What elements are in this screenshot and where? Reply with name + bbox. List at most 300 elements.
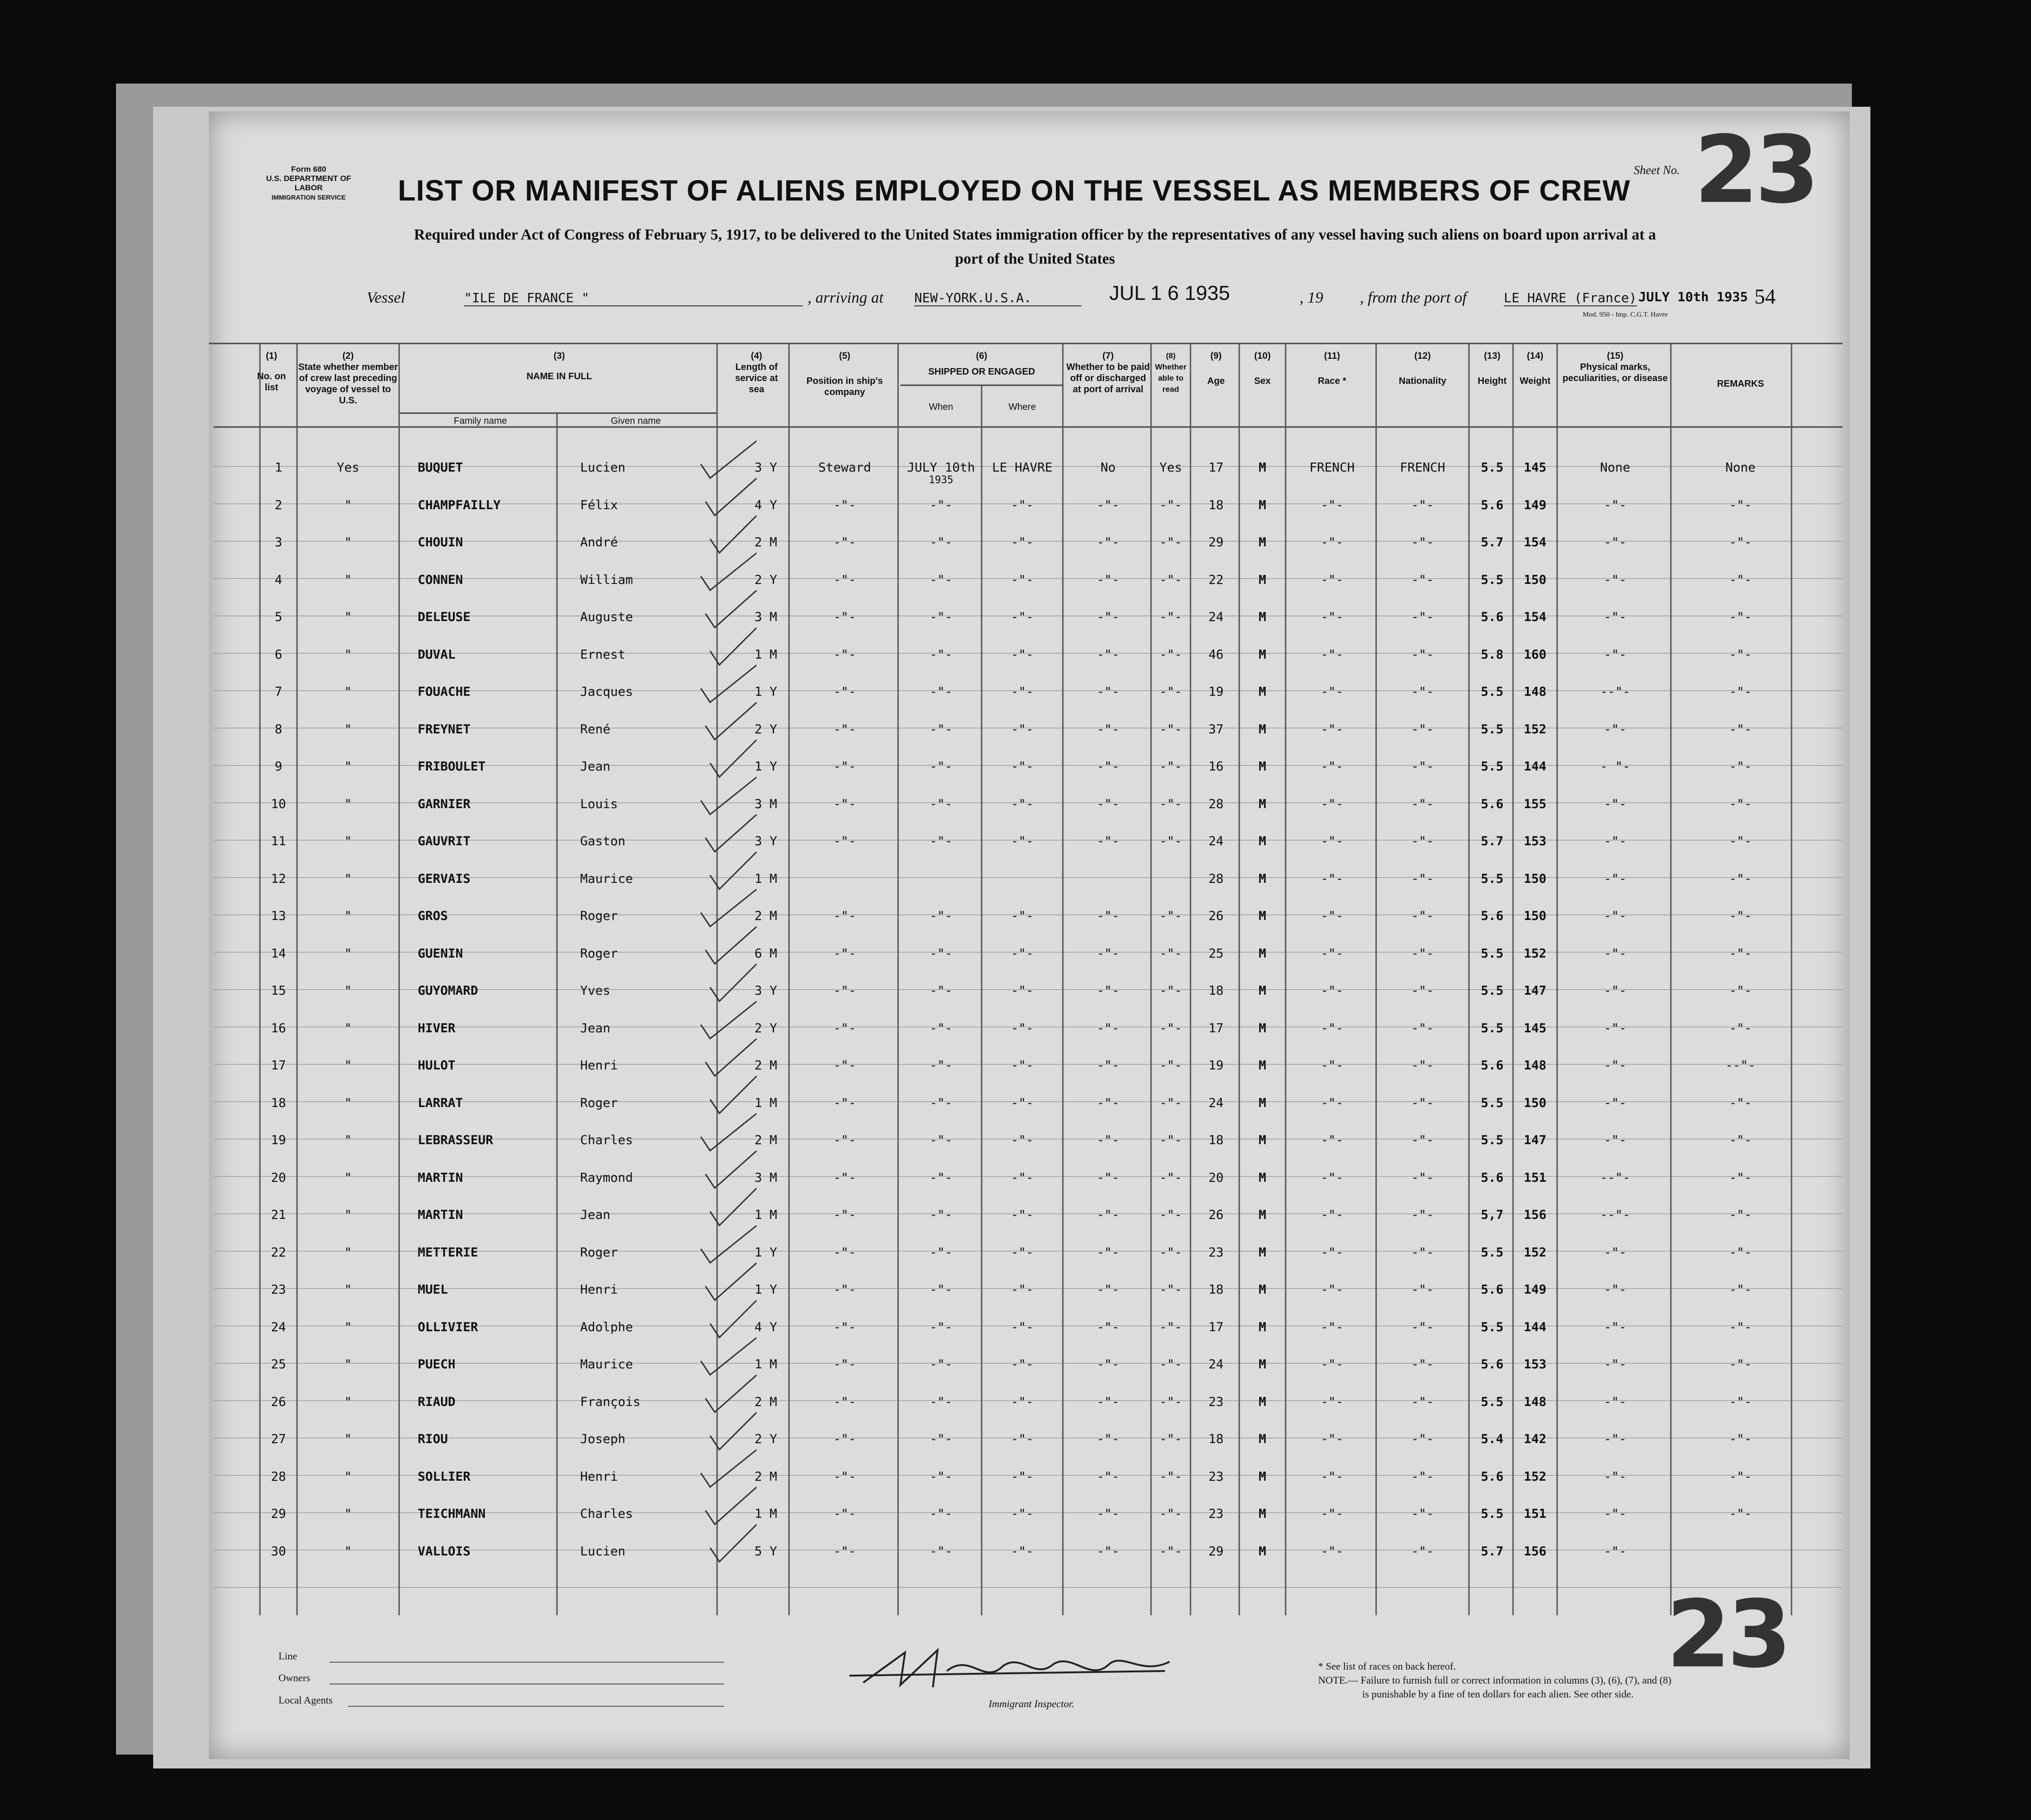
cell-read: -"- bbox=[1159, 1133, 1182, 1147]
cell-position: -"- bbox=[833, 1208, 856, 1222]
cell-marks: -"- bbox=[1604, 1058, 1627, 1073]
cell-age: 17 bbox=[1208, 460, 1224, 475]
col-label: State whether member of crew last preceding voyage of vessel to U.S. bbox=[298, 362, 398, 406]
cell-race: -"- bbox=[1320, 946, 1344, 961]
cell-no: 7 bbox=[274, 685, 283, 699]
cell-weight: 160 bbox=[1524, 647, 1546, 662]
cell-no: 28 bbox=[271, 1469, 286, 1484]
cell-read: -"- bbox=[1159, 984, 1182, 998]
cell-when: -"- bbox=[930, 1245, 952, 1260]
cell-marks: -"- bbox=[1604, 1095, 1627, 1110]
cell-family: MARTIN bbox=[418, 1208, 463, 1222]
cell-prev: " bbox=[344, 1133, 352, 1147]
cell-where: -"- bbox=[1011, 1544, 1034, 1559]
cell-race: -"- bbox=[1320, 834, 1344, 848]
cell-position: Steward bbox=[818, 460, 871, 475]
cell-remarks: -"- bbox=[1729, 1357, 1752, 1372]
cell-race: -"- bbox=[1320, 1469, 1344, 1484]
cell-age: 18 bbox=[1208, 1133, 1224, 1147]
cell-age: 17 bbox=[1208, 1021, 1224, 1036]
col-label: Height bbox=[1477, 376, 1507, 386]
cell-service: 2 M bbox=[754, 1394, 777, 1409]
cell-when: -"- bbox=[930, 572, 952, 587]
cell-when: -"- bbox=[930, 834, 952, 848]
cell-race: -"- bbox=[1320, 535, 1344, 550]
cell-service: 3 Y bbox=[754, 984, 777, 998]
cell-marks: -"- bbox=[1604, 834, 1627, 848]
cell-read: -"- bbox=[1159, 759, 1182, 774]
col-header-height bbox=[1471, 350, 1513, 387]
cell-family: HIVER bbox=[418, 1021, 456, 1036]
cell-when: -"- bbox=[930, 1394, 952, 1409]
cell-given: Lucien bbox=[580, 460, 626, 475]
cell-where: -"- bbox=[1011, 685, 1034, 699]
col-number: (2) bbox=[342, 351, 354, 361]
cell-given: François bbox=[580, 1394, 641, 1409]
cell-family: CHOUIN bbox=[418, 535, 463, 550]
manifest-page bbox=[209, 111, 1850, 1759]
cell-sex: M bbox=[1258, 1320, 1267, 1334]
cell-remarks: -"- bbox=[1729, 535, 1752, 550]
cell-family: VALLOIS bbox=[418, 1544, 471, 1559]
cell-paid: -"- bbox=[1097, 984, 1119, 998]
cell-where: -"- bbox=[1011, 1095, 1034, 1110]
cell-where: -"- bbox=[1011, 1394, 1034, 1409]
cell-race: -"- bbox=[1320, 984, 1344, 998]
cell-when: -"- bbox=[930, 1544, 952, 1559]
cell-marks: -"- bbox=[1604, 1469, 1627, 1484]
cell-service: 4 Y bbox=[754, 1320, 777, 1334]
cell-read: -"- bbox=[1159, 1245, 1182, 1260]
cell-age: 28 bbox=[1208, 797, 1224, 811]
cell-paid: -"- bbox=[1097, 1507, 1119, 1521]
cell-nat: -"- bbox=[1411, 1133, 1434, 1147]
cell-marks: -"- bbox=[1604, 1245, 1627, 1260]
subtitle-line-1: Required under Act of Congress of February 5, 1917, to be delivered to the United States immigration officer by the representatives of any vessel having such aliens on board upon arrival at a bbox=[414, 227, 1656, 243]
cell-nat: -"- bbox=[1411, 1095, 1434, 1110]
cell-position: -"- bbox=[833, 1170, 856, 1185]
cell-prev: " bbox=[344, 1357, 352, 1372]
col-number: (12) bbox=[1414, 351, 1431, 361]
cell-prev: " bbox=[344, 610, 352, 624]
cell-age: 26 bbox=[1208, 1208, 1224, 1222]
cell-given: Auguste bbox=[580, 610, 633, 624]
cell-where: -"- bbox=[1011, 1208, 1034, 1222]
cell-where: -"- bbox=[1011, 647, 1034, 662]
cell-race: -"- bbox=[1320, 1021, 1344, 1036]
cell-age: 23 bbox=[1208, 1507, 1224, 1521]
cell-remarks: None bbox=[1725, 460, 1756, 475]
cell-family: RIOU bbox=[418, 1432, 448, 1446]
cell-remarks: -"- bbox=[1729, 722, 1752, 737]
cell-no: 12 bbox=[271, 871, 286, 886]
cell-paid: -"- bbox=[1097, 498, 1119, 512]
cell-nat: -"- bbox=[1411, 1021, 1434, 1036]
cell-family: MARTIN bbox=[418, 1170, 463, 1185]
cell-paid: -"- bbox=[1097, 647, 1119, 662]
cell-marks: -"- bbox=[1604, 572, 1627, 587]
cell-weight: 145 bbox=[1524, 460, 1546, 475]
cell-weight: 147 bbox=[1524, 1133, 1546, 1147]
cell-where: -"- bbox=[1011, 535, 1034, 550]
cell-family: SOLLIER bbox=[418, 1469, 471, 1484]
cell-race: -"- bbox=[1320, 797, 1344, 811]
cell-position: -"- bbox=[833, 722, 856, 737]
col-header-read bbox=[1151, 350, 1190, 395]
cell-race: -"- bbox=[1320, 871, 1344, 886]
cell-marks: --"- bbox=[1600, 685, 1630, 699]
cell-paid: -"- bbox=[1097, 797, 1119, 811]
cell-nat: -"- bbox=[1411, 1544, 1434, 1559]
cell-family: TEICHMANN bbox=[418, 1507, 486, 1521]
cell-nat: -"- bbox=[1411, 1058, 1434, 1073]
cell-race: -"- bbox=[1320, 1133, 1344, 1147]
cell-where: -"- bbox=[1011, 1170, 1034, 1185]
cell-marks: -"- bbox=[1604, 647, 1627, 662]
cell-paid: -"- bbox=[1097, 1133, 1119, 1147]
cell-read: -"- bbox=[1159, 1021, 1182, 1036]
cell-family: GAUVRIT bbox=[418, 834, 471, 848]
col-label: Length of service at sea bbox=[735, 362, 778, 395]
cell-position: -"- bbox=[833, 572, 856, 587]
cell-age: 23 bbox=[1208, 1245, 1224, 1260]
cell-height: 5.6 bbox=[1481, 909, 1504, 923]
cell-service: 2 Y bbox=[754, 722, 777, 737]
cell-paid: -"- bbox=[1097, 1021, 1119, 1036]
cell-read: -"- bbox=[1159, 1208, 1182, 1222]
cell-where: -"- bbox=[1011, 797, 1034, 811]
cell-height: 5.6 bbox=[1481, 1170, 1504, 1185]
cell-when: -"- bbox=[930, 610, 952, 624]
cell-marks: -"- bbox=[1604, 909, 1627, 923]
cell-height: 5.5 bbox=[1481, 722, 1504, 737]
cell-sex: M bbox=[1258, 1282, 1267, 1297]
cell-service: 1 M bbox=[754, 1208, 777, 1222]
cell-height: 5.6 bbox=[1481, 498, 1504, 512]
col-label: Weight bbox=[1520, 376, 1551, 386]
cell-height: 5.7 bbox=[1481, 1544, 1504, 1559]
agents-label: Local Agents bbox=[278, 1694, 333, 1706]
cell-family: FREYNET bbox=[418, 722, 471, 737]
col-label: Sex bbox=[1254, 376, 1271, 386]
col-label: SHIPPED OR ENGAGED bbox=[928, 367, 1035, 377]
cell-no: 21 bbox=[271, 1208, 286, 1222]
cell-sex: M bbox=[1258, 1021, 1267, 1036]
cell-sex: M bbox=[1258, 1170, 1267, 1185]
cell-service: 1 M bbox=[754, 1507, 777, 1521]
cell-marks: -"- bbox=[1604, 1133, 1627, 1147]
cell-family: CHAMPFAILLY bbox=[418, 498, 501, 512]
cell-read: -"- bbox=[1159, 1544, 1182, 1559]
cell-weight: 154 bbox=[1524, 610, 1546, 624]
cell-weight: 150 bbox=[1524, 909, 1546, 923]
cell-service: 2 Y bbox=[754, 1432, 777, 1446]
vessel-info bbox=[367, 282, 1805, 309]
cell-nat: -"- bbox=[1411, 909, 1434, 923]
cell-where: -"- bbox=[1011, 1357, 1034, 1372]
cell-family: LARRAT bbox=[418, 1095, 463, 1110]
cell-marks: -"- bbox=[1604, 1544, 1627, 1559]
cell-race: -"- bbox=[1320, 572, 1344, 587]
cell-remarks: -"- bbox=[1729, 871, 1752, 886]
cell-when: -"- bbox=[930, 1320, 952, 1334]
cell-marks: -"- bbox=[1604, 1021, 1627, 1036]
cell-given: Jean bbox=[580, 1208, 611, 1222]
cell-height: 5.6 bbox=[1481, 1469, 1504, 1484]
cell-race: -"- bbox=[1320, 759, 1344, 774]
cell-remarks: -"- bbox=[1729, 572, 1752, 587]
cell-read: -"- bbox=[1159, 909, 1182, 923]
cell-race: -"- bbox=[1320, 1432, 1344, 1446]
cell-paid: -"- bbox=[1097, 610, 1119, 624]
cell-remarks: -"- bbox=[1729, 1133, 1752, 1147]
cell-remarks: -"- bbox=[1729, 1507, 1752, 1521]
cell-service: 2 M bbox=[754, 1469, 777, 1484]
cell-service: 2 Y bbox=[754, 572, 777, 587]
cell-sex: M bbox=[1258, 1432, 1267, 1446]
cell-height: 5.5 bbox=[1481, 1320, 1504, 1334]
cell-where: -"- bbox=[1011, 498, 1034, 512]
footnote-note: NOTE.— Failure to furnish full or correct information in columns (3), (6), (7), and (8) bbox=[1318, 1674, 1672, 1686]
cell-height: 5.5 bbox=[1481, 1133, 1504, 1147]
cell-prev: " bbox=[344, 1432, 352, 1446]
cell-weight: 147 bbox=[1524, 984, 1546, 998]
cell-race: -"- bbox=[1320, 647, 1344, 662]
cell-age: 18 bbox=[1208, 984, 1224, 998]
cell-sex: M bbox=[1258, 1133, 1267, 1147]
cell-sex: M bbox=[1258, 1058, 1267, 1073]
cell-weight: 142 bbox=[1524, 1432, 1546, 1446]
cell-sex: M bbox=[1258, 1208, 1267, 1222]
cell-paid: -"- bbox=[1097, 572, 1119, 587]
cell-family: MUEL bbox=[418, 1282, 448, 1297]
cell-nat: -"- bbox=[1411, 1245, 1434, 1260]
cell-service: 1 M bbox=[754, 871, 777, 886]
cell-position: -"- bbox=[833, 1095, 856, 1110]
cell-where: -"- bbox=[1011, 1282, 1034, 1297]
cell-remarks: -"- bbox=[1729, 797, 1752, 811]
cell-sex: M bbox=[1258, 759, 1267, 774]
cell-given: Roger bbox=[580, 1245, 618, 1260]
department: U.S. DEPARTMENT OF LABOR bbox=[266, 174, 351, 192]
col-header-nationality bbox=[1376, 350, 1469, 387]
cell-position: -"- bbox=[833, 498, 856, 512]
cell-weight: 144 bbox=[1524, 1320, 1546, 1334]
cell-nat: -"- bbox=[1411, 1170, 1434, 1185]
cell-prev: " bbox=[344, 1394, 352, 1409]
col-label: NAME IN FULL bbox=[526, 371, 592, 382]
form-number: Form 680 bbox=[291, 165, 326, 174]
cell-age: 18 bbox=[1208, 498, 1224, 512]
col-number: (14) bbox=[1526, 351, 1544, 361]
cell-marks: -"- bbox=[1604, 1282, 1627, 1297]
cell-paid: -"- bbox=[1097, 1357, 1119, 1372]
cell-race: -"- bbox=[1320, 1544, 1344, 1559]
cell-no: 2 bbox=[274, 498, 283, 512]
cell-no: 6 bbox=[274, 647, 283, 662]
cell-no: 19 bbox=[271, 1133, 286, 1147]
cell-age: 18 bbox=[1208, 1282, 1224, 1297]
cell-race: -"- bbox=[1320, 610, 1344, 624]
cell-remarks: -"- bbox=[1729, 1469, 1752, 1484]
cell-given: Yves bbox=[580, 984, 611, 998]
cell-when: -"- bbox=[930, 797, 952, 811]
cell-age: 46 bbox=[1208, 647, 1224, 662]
cell-given: Henri bbox=[580, 1469, 618, 1484]
cell-sex: M bbox=[1258, 572, 1267, 587]
cell-age: 24 bbox=[1208, 1357, 1224, 1372]
col-label: Whether to be paid off or discharged at port of arrival bbox=[1066, 362, 1150, 395]
col-number: (5) bbox=[839, 351, 851, 361]
cell-position: -"- bbox=[833, 909, 856, 923]
col-header-given-name: Given name bbox=[611, 416, 661, 426]
footnote-races: * See list of races on back hereof. bbox=[1318, 1660, 1456, 1672]
cell-sex: M bbox=[1258, 1095, 1267, 1110]
cell-given: Henri bbox=[580, 1058, 618, 1073]
col-header-paid-off bbox=[1065, 350, 1151, 395]
cell-marks: -"- bbox=[1604, 871, 1627, 886]
sheet-label: Sheet No. bbox=[1634, 163, 1680, 177]
cell-position: -"- bbox=[833, 1282, 856, 1297]
cell-no: 23 bbox=[271, 1282, 286, 1297]
cell-nat: -"- bbox=[1411, 572, 1434, 587]
cell-position: -"- bbox=[833, 685, 856, 699]
cell-sex: M bbox=[1258, 984, 1267, 998]
cell-height: 5.5 bbox=[1481, 685, 1504, 699]
cell-paid: -"- bbox=[1097, 759, 1119, 774]
cell-given: Roger bbox=[580, 1095, 618, 1110]
cell-weight: 150 bbox=[1524, 1095, 1546, 1110]
cell-position: -"- bbox=[833, 610, 856, 624]
col-number: (8) bbox=[1166, 351, 1176, 360]
cell-service: 1 M bbox=[754, 1095, 777, 1110]
cell-given: Henri bbox=[580, 1282, 618, 1297]
cell-family: LEBRASSEUR bbox=[418, 1133, 493, 1147]
cell-given: Jacques bbox=[580, 685, 633, 699]
cell-read: -"- bbox=[1159, 498, 1182, 512]
cell-service: 1 Y bbox=[754, 1245, 777, 1260]
cell-when: -"- bbox=[930, 1507, 952, 1521]
cell-sex: M bbox=[1258, 909, 1267, 923]
cell-prev: " bbox=[344, 572, 352, 587]
cell-marks: - "- bbox=[1600, 759, 1630, 774]
cell-service: 3 Y bbox=[754, 834, 777, 848]
cell-nat: -"- bbox=[1411, 685, 1434, 699]
cell-position: -"- bbox=[833, 1058, 856, 1073]
col-label: Physical marks, peculiarities, or disease bbox=[1562, 362, 1668, 383]
cell-service: 2 M bbox=[754, 1058, 777, 1073]
cell-weight: 148 bbox=[1524, 1058, 1546, 1073]
cell-paid: -"- bbox=[1097, 1469, 1119, 1484]
cell-given: Lucien bbox=[580, 1544, 626, 1559]
cell-paid: -"- bbox=[1097, 834, 1119, 848]
cell-read: -"- bbox=[1159, 1507, 1182, 1521]
subtitle-line-2: port of the United States bbox=[955, 251, 1115, 267]
cell-when: -"- bbox=[930, 722, 952, 737]
cell-remarks: -"- bbox=[1729, 647, 1752, 662]
cell-no: 5 bbox=[274, 610, 283, 624]
cell-remarks: -"- bbox=[1729, 984, 1752, 998]
cell-family: CONNEN bbox=[418, 572, 463, 587]
cell-family: GERVAIS bbox=[418, 871, 471, 886]
cell-sex: M bbox=[1258, 871, 1267, 886]
service: IMMIGRATION SERVICE bbox=[272, 194, 346, 201]
col-header-where: Where bbox=[1009, 402, 1036, 412]
vessel-name: "ILE DE FRANCE " bbox=[464, 290, 803, 306]
cell-no: 4 bbox=[274, 572, 283, 587]
cell-read: -"- bbox=[1159, 1282, 1182, 1297]
cell-paid: -"- bbox=[1097, 535, 1119, 550]
cell-service: 3 Y bbox=[754, 460, 777, 475]
cell-sex: M bbox=[1258, 535, 1267, 550]
cell-remarks: -"- bbox=[1729, 759, 1752, 774]
cell-position: -"- bbox=[833, 1245, 856, 1260]
cell-where: -"- bbox=[1011, 834, 1034, 848]
cell-remarks: -"- bbox=[1729, 909, 1752, 923]
cell-given: Louis bbox=[580, 797, 618, 811]
cell-family: RIAUD bbox=[418, 1394, 456, 1409]
cell-position: -"- bbox=[833, 1544, 856, 1559]
cell-position: -"- bbox=[833, 1021, 856, 1036]
cell-no: 16 bbox=[271, 1021, 286, 1036]
cell-family: METTERIE bbox=[418, 1245, 479, 1260]
cell-height: 5.5 bbox=[1481, 1095, 1504, 1110]
cell-prev: " bbox=[344, 871, 352, 886]
col-header-race bbox=[1288, 350, 1376, 387]
cell-race: -"- bbox=[1320, 1170, 1344, 1185]
cell-position: -"- bbox=[833, 647, 856, 662]
arriving-port: NEW-YORK.U.S.A. bbox=[914, 290, 1081, 306]
cell-height: 5.5 bbox=[1481, 984, 1504, 998]
cell-sex: M bbox=[1258, 1394, 1267, 1409]
cell-family: FOUACHE bbox=[418, 685, 471, 699]
cell-where: -"- bbox=[1011, 1320, 1034, 1334]
col-number: (3) bbox=[553, 351, 565, 361]
cell-no: 22 bbox=[271, 1245, 286, 1260]
cell-given: Adolphe bbox=[580, 1320, 633, 1334]
cell-race: FRENCH bbox=[1309, 460, 1355, 475]
cell-paid: -"- bbox=[1097, 722, 1119, 737]
cell-no: 15 bbox=[271, 984, 286, 998]
cell-sex: M bbox=[1258, 946, 1267, 961]
cell-where: -"- bbox=[1011, 984, 1034, 998]
cell-sex: M bbox=[1258, 1507, 1267, 1521]
cell-position: -"- bbox=[833, 797, 856, 811]
cell-position: -"- bbox=[833, 1357, 856, 1372]
cell-weight: 144 bbox=[1524, 759, 1546, 774]
cell-no: 10 bbox=[271, 797, 286, 811]
cell-remarks: -"- bbox=[1729, 610, 1752, 624]
cell-age: 24 bbox=[1208, 1095, 1224, 1110]
col-label: No. on list bbox=[257, 371, 286, 393]
cell-family: DELEUSE bbox=[418, 610, 471, 624]
cell-weight: 153 bbox=[1524, 1357, 1546, 1372]
inspector-label: Immigrant Inspector. bbox=[989, 1698, 1074, 1710]
col-header-sex bbox=[1239, 350, 1286, 387]
cell-read: -"- bbox=[1159, 535, 1182, 550]
cell-sex: M bbox=[1258, 834, 1267, 848]
cell-race: -"- bbox=[1320, 1394, 1344, 1409]
cell-no: 13 bbox=[271, 909, 286, 923]
owners-label: Owners bbox=[278, 1672, 310, 1684]
cell-prev: " bbox=[344, 647, 352, 662]
cell-family: BUQUET bbox=[418, 460, 463, 475]
cell-service: 2 M bbox=[754, 535, 777, 550]
cell-read: -"- bbox=[1159, 1095, 1182, 1110]
cell-height: 5.5 bbox=[1481, 572, 1504, 587]
cell-age: 16 bbox=[1208, 759, 1224, 774]
cell-marks: -"- bbox=[1604, 797, 1627, 811]
